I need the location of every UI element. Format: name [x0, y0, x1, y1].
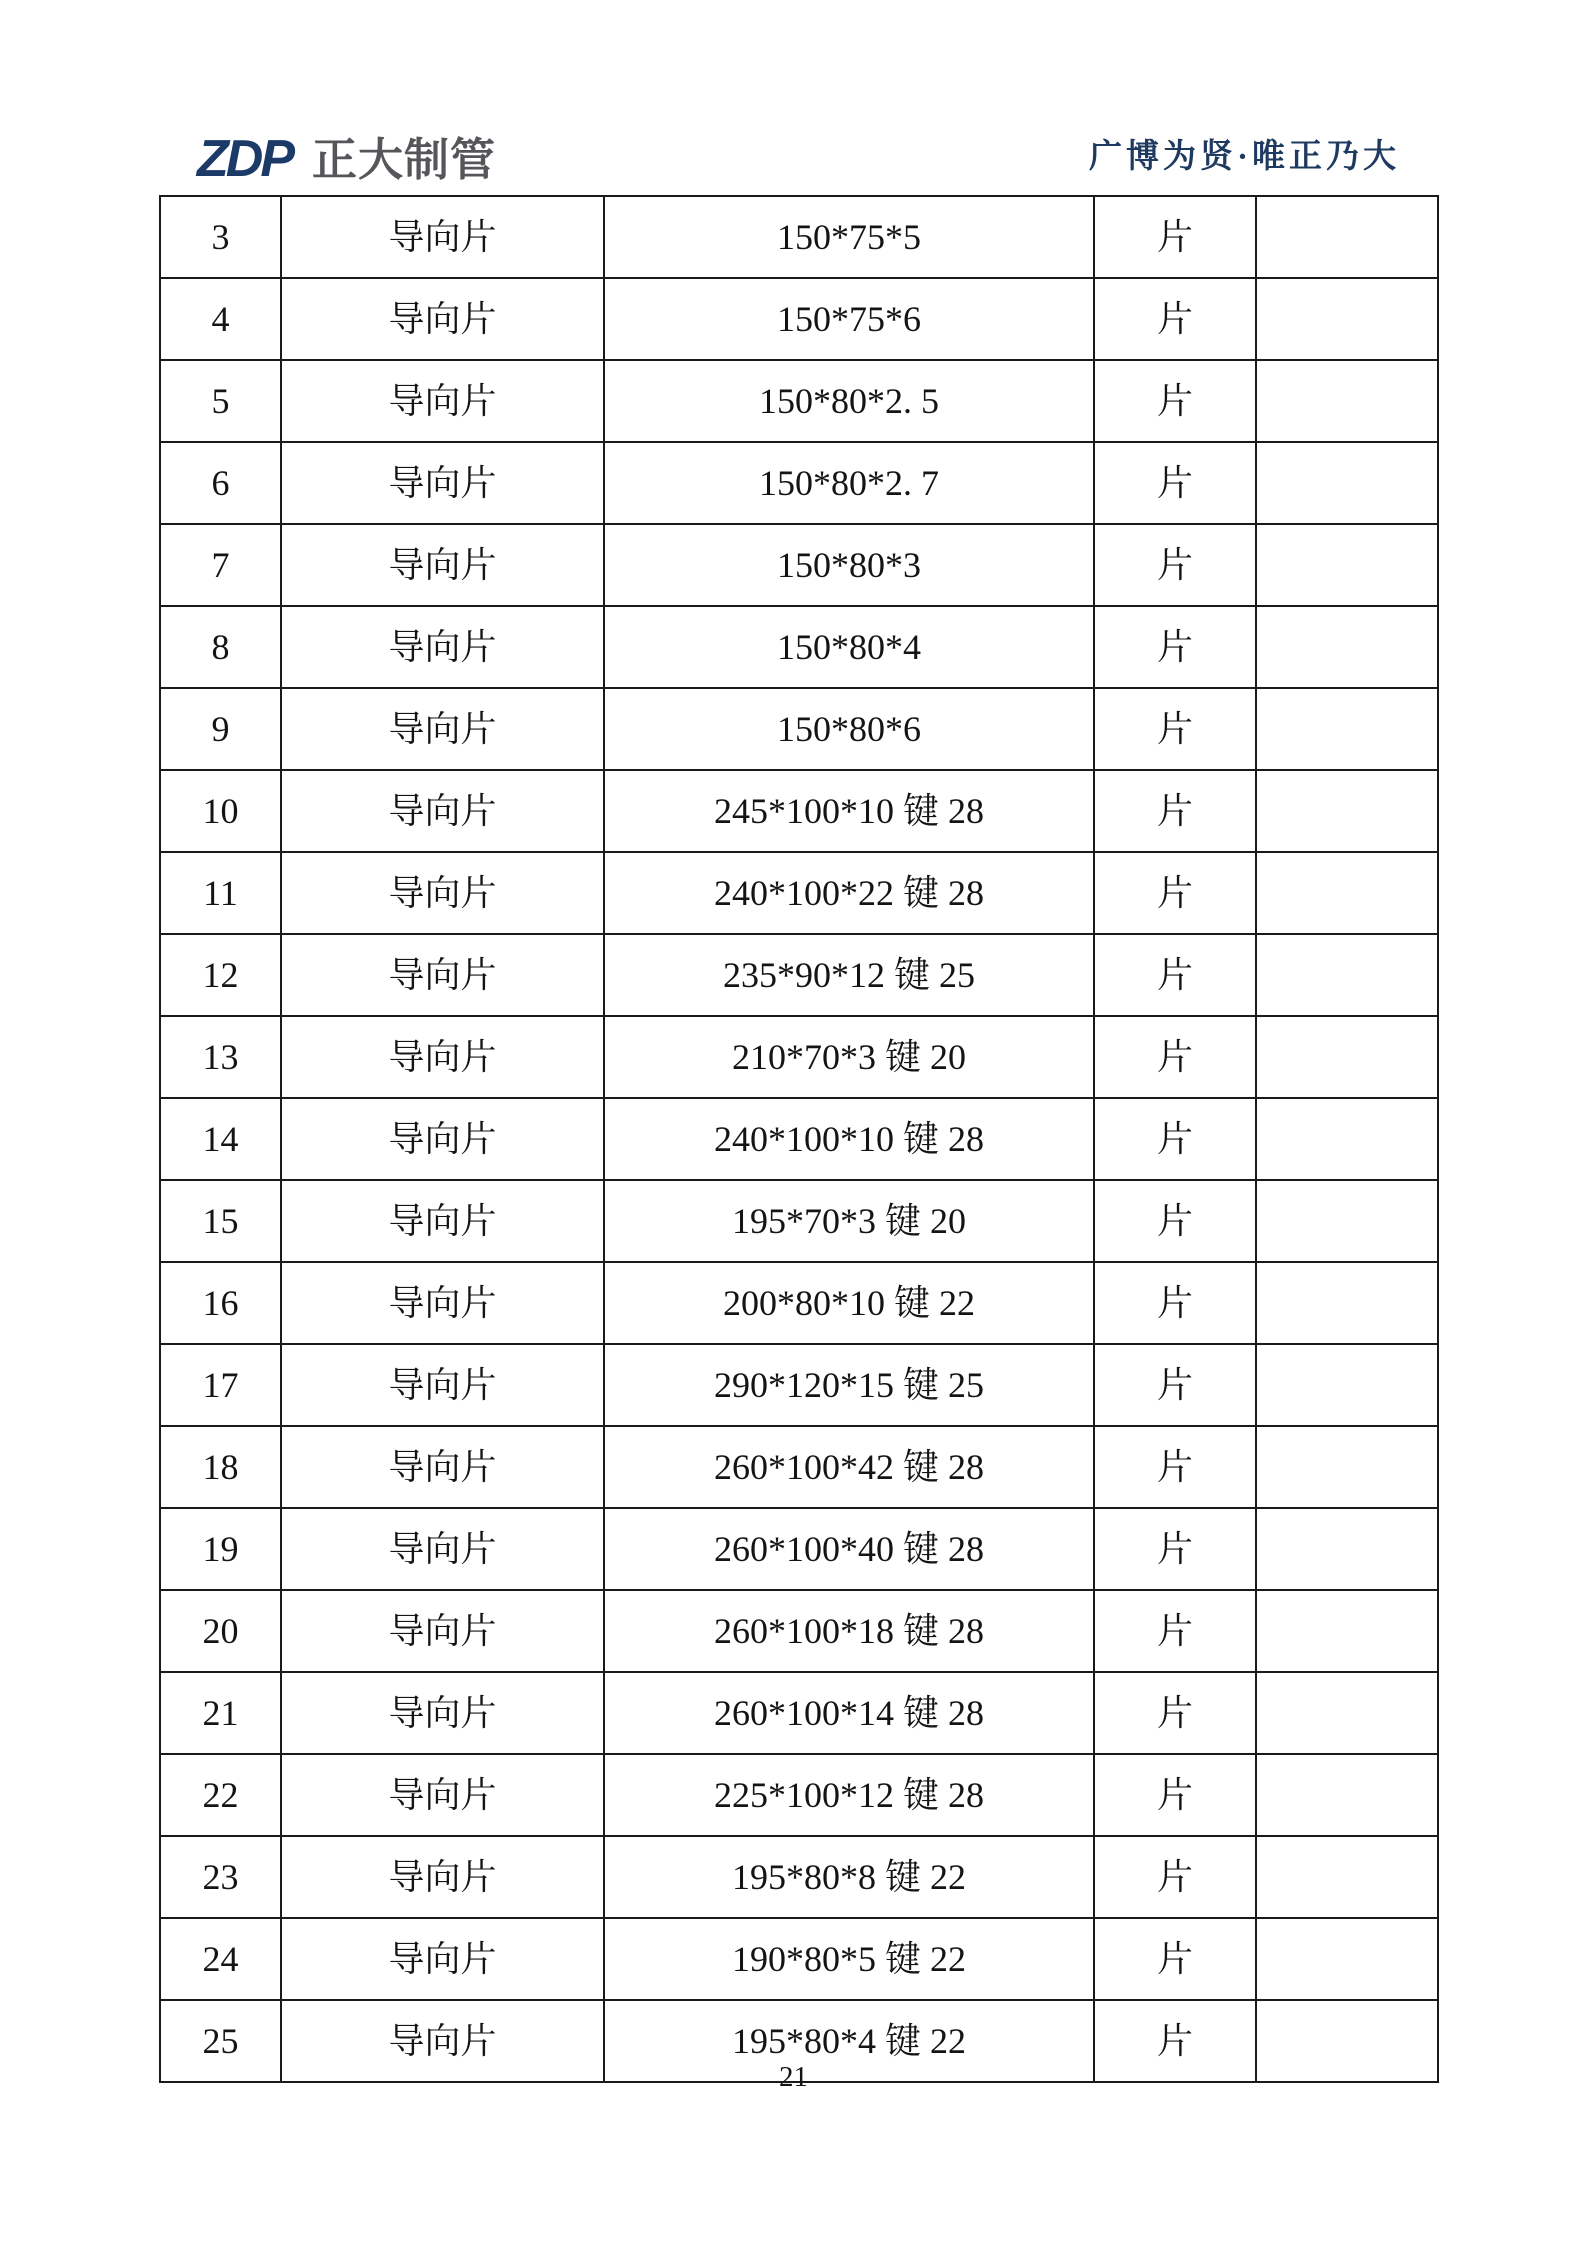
company-logo [197, 130, 496, 188]
table-row [160, 934, 1438, 1016]
spec-cell: 150*80*2. 5 [604, 360, 1094, 442]
table-row [160, 1344, 1438, 1426]
unit-cell: 片 [1094, 1754, 1256, 1836]
spec-cell: 260*100*42 键 28 [604, 1426, 1094, 1508]
row-number-cell: 24 [160, 1918, 281, 2000]
unit-cell: 片 [1094, 606, 1256, 688]
table-row [160, 852, 1438, 934]
unit-cell: 片 [1094, 934, 1256, 1016]
row-number-cell: 19 [160, 1508, 281, 1590]
item-name-cell: 导向片 [281, 278, 604, 360]
logo-company-name: 正大制管 [312, 133, 497, 185]
unit-cell: 片 [1094, 1016, 1256, 1098]
spec-cell: 290*120*15 键 25 [604, 1344, 1094, 1426]
spec-cell: 200*80*10 键 22 [604, 1262, 1094, 1344]
unit-cell: 片 [1094, 1262, 1256, 1344]
unit-cell: 片 [1094, 196, 1256, 278]
item-name-cell: 导向片 [281, 1098, 604, 1180]
logo-zdp-text: ZDP [197, 130, 292, 188]
table-row [160, 1426, 1438, 1508]
remark-cell [1256, 1426, 1438, 1508]
spec-cell: 150*80*3 [604, 524, 1094, 606]
item-name-cell: 导向片 [281, 1836, 604, 1918]
table-row [160, 524, 1438, 606]
item-name-cell: 导向片 [281, 1754, 604, 1836]
spec-cell: 150*75*6 [604, 278, 1094, 360]
item-name-cell: 导向片 [281, 1344, 604, 1426]
page-number: 21 [779, 2061, 808, 2093]
item-name-cell: 导向片 [281, 196, 604, 278]
table-row [160, 1180, 1438, 1262]
row-number-cell: 3 [160, 196, 281, 278]
unit-cell: 片 [1094, 442, 1256, 524]
table-row [160, 1590, 1438, 1672]
remark-cell [1256, 1180, 1438, 1262]
row-number-cell: 17 [160, 1344, 281, 1426]
row-number-cell: 14 [160, 1098, 281, 1180]
remark-cell [1256, 360, 1438, 442]
table-row [160, 1508, 1438, 1590]
unit-cell: 片 [1094, 770, 1256, 852]
remark-cell [1256, 1590, 1438, 1672]
item-name-cell: 导向片 [281, 442, 604, 524]
remark-cell [1256, 1098, 1438, 1180]
unit-cell: 片 [1094, 1344, 1256, 1426]
row-number-cell: 16 [160, 1262, 281, 1344]
item-name-cell: 导向片 [281, 1262, 604, 1344]
unit-cell: 片 [1094, 688, 1256, 770]
table-row [160, 1918, 1438, 2000]
remark-cell [1256, 196, 1438, 278]
row-number-cell: 18 [160, 1426, 281, 1508]
spec-cell: 190*80*5 键 22 [604, 1918, 1094, 2000]
table-row [160, 196, 1438, 278]
unit-cell: 片 [1094, 1918, 1256, 2000]
header-slogan: 广博为贤·唯正乃大 [1088, 139, 1400, 175]
remark-cell [1256, 1508, 1438, 1590]
table-row [160, 688, 1438, 770]
row-number-cell: 10 [160, 770, 281, 852]
item-name-cell: 导向片 [281, 1590, 604, 1672]
spec-cell: 150*80*6 [604, 688, 1094, 770]
spec-cell: 195*80*8 键 22 [604, 1836, 1094, 1918]
row-number-cell: 21 [160, 1672, 281, 1754]
table-row [160, 1016, 1438, 1098]
item-name-cell: 导向片 [281, 606, 604, 688]
row-number-cell: 12 [160, 934, 281, 1016]
unit-cell: 片 [1094, 1426, 1256, 1508]
item-name-cell: 导向片 [281, 1918, 604, 2000]
row-number-cell: 13 [160, 1016, 281, 1098]
unit-cell: 片 [1094, 1508, 1256, 1590]
item-name-cell: 导向片 [281, 1508, 604, 1590]
item-name-cell: 导向片 [281, 1672, 604, 1754]
remark-cell [1256, 1672, 1438, 1754]
spec-cell: 225*100*12 键 28 [604, 1754, 1094, 1836]
row-number-cell: 5 [160, 360, 281, 442]
remark-cell [1256, 1754, 1438, 1836]
item-name-cell: 导向片 [281, 934, 604, 1016]
unit-cell: 片 [1094, 524, 1256, 606]
spec-cell: 195*80*4 键 22 [604, 2000, 1094, 2082]
remark-cell [1256, 852, 1438, 934]
unit-cell: 片 [1094, 278, 1256, 360]
unit-cell: 片 [1094, 1590, 1256, 1672]
parts-table-wrapper [159, 195, 1439, 2083]
remark-cell [1256, 1016, 1438, 1098]
remark-cell [1256, 278, 1438, 360]
parts-table [159, 195, 1439, 2083]
row-number-cell: 7 [160, 524, 281, 606]
table-row [160, 1836, 1438, 1918]
remark-cell [1256, 770, 1438, 852]
remark-cell [1256, 1836, 1438, 1918]
unit-cell: 片 [1094, 1180, 1256, 1262]
row-number-cell: 23 [160, 1836, 281, 1918]
spec-cell: 260*100*14 键 28 [604, 1672, 1094, 1754]
table-row [160, 1754, 1438, 1836]
table-row [160, 606, 1438, 688]
unit-cell: 片 [1094, 1098, 1256, 1180]
remark-cell [1256, 1262, 1438, 1344]
item-name-cell: 导向片 [281, 2000, 604, 2082]
unit-cell: 片 [1094, 2000, 1256, 2082]
item-name-cell: 导向片 [281, 1426, 604, 1508]
unit-cell: 片 [1094, 1836, 1256, 1918]
spec-cell: 150*80*2. 7 [604, 442, 1094, 524]
remark-cell [1256, 934, 1438, 1016]
spec-cell: 150*75*5 [604, 196, 1094, 278]
remark-cell [1256, 688, 1438, 770]
spec-cell: 260*100*40 键 28 [604, 1508, 1094, 1590]
row-number-cell: 4 [160, 278, 281, 360]
unit-cell: 片 [1094, 360, 1256, 442]
table-row [160, 278, 1438, 360]
item-name-cell: 导向片 [281, 360, 604, 442]
row-number-cell: 9 [160, 688, 281, 770]
unit-cell: 片 [1094, 852, 1256, 934]
item-name-cell: 导向片 [281, 770, 604, 852]
spec-cell: 195*70*3 键 20 [604, 1180, 1094, 1262]
spec-cell: 235*90*12 键 25 [604, 934, 1094, 1016]
row-number-cell: 22 [160, 1754, 281, 1836]
remark-cell [1256, 1918, 1438, 2000]
row-number-cell: 11 [160, 852, 281, 934]
row-number-cell: 6 [160, 442, 281, 524]
row-number-cell: 15 [160, 1180, 281, 1262]
item-name-cell: 导向片 [281, 688, 604, 770]
spec-cell: 260*100*18 键 28 [604, 1590, 1094, 1672]
table-row [160, 1098, 1438, 1180]
unit-cell: 片 [1094, 1672, 1256, 1754]
row-number-cell: 25 [160, 2000, 281, 2082]
spec-cell: 240*100*10 键 28 [604, 1098, 1094, 1180]
item-name-cell: 导向片 [281, 1016, 604, 1098]
spec-cell: 240*100*22 键 28 [604, 852, 1094, 934]
spec-cell: 245*100*10 键 28 [604, 770, 1094, 852]
table-row [160, 770, 1438, 852]
row-number-cell: 8 [160, 606, 281, 688]
item-name-cell: 导向片 [281, 1180, 604, 1262]
remark-cell [1256, 1344, 1438, 1426]
remark-cell [1256, 524, 1438, 606]
spec-cell: 210*70*3 键 20 [604, 1016, 1094, 1098]
table-body [160, 196, 1438, 2082]
table-row [160, 442, 1438, 524]
item-name-cell: 导向片 [281, 524, 604, 606]
row-number-cell: 20 [160, 1590, 281, 1672]
remark-cell [1256, 442, 1438, 524]
table-row [160, 1262, 1438, 1344]
remark-cell [1256, 606, 1438, 688]
table-row [160, 1672, 1438, 1754]
item-name-cell: 导向片 [281, 852, 604, 934]
spec-cell: 150*80*4 [604, 606, 1094, 688]
table-row [160, 360, 1438, 442]
